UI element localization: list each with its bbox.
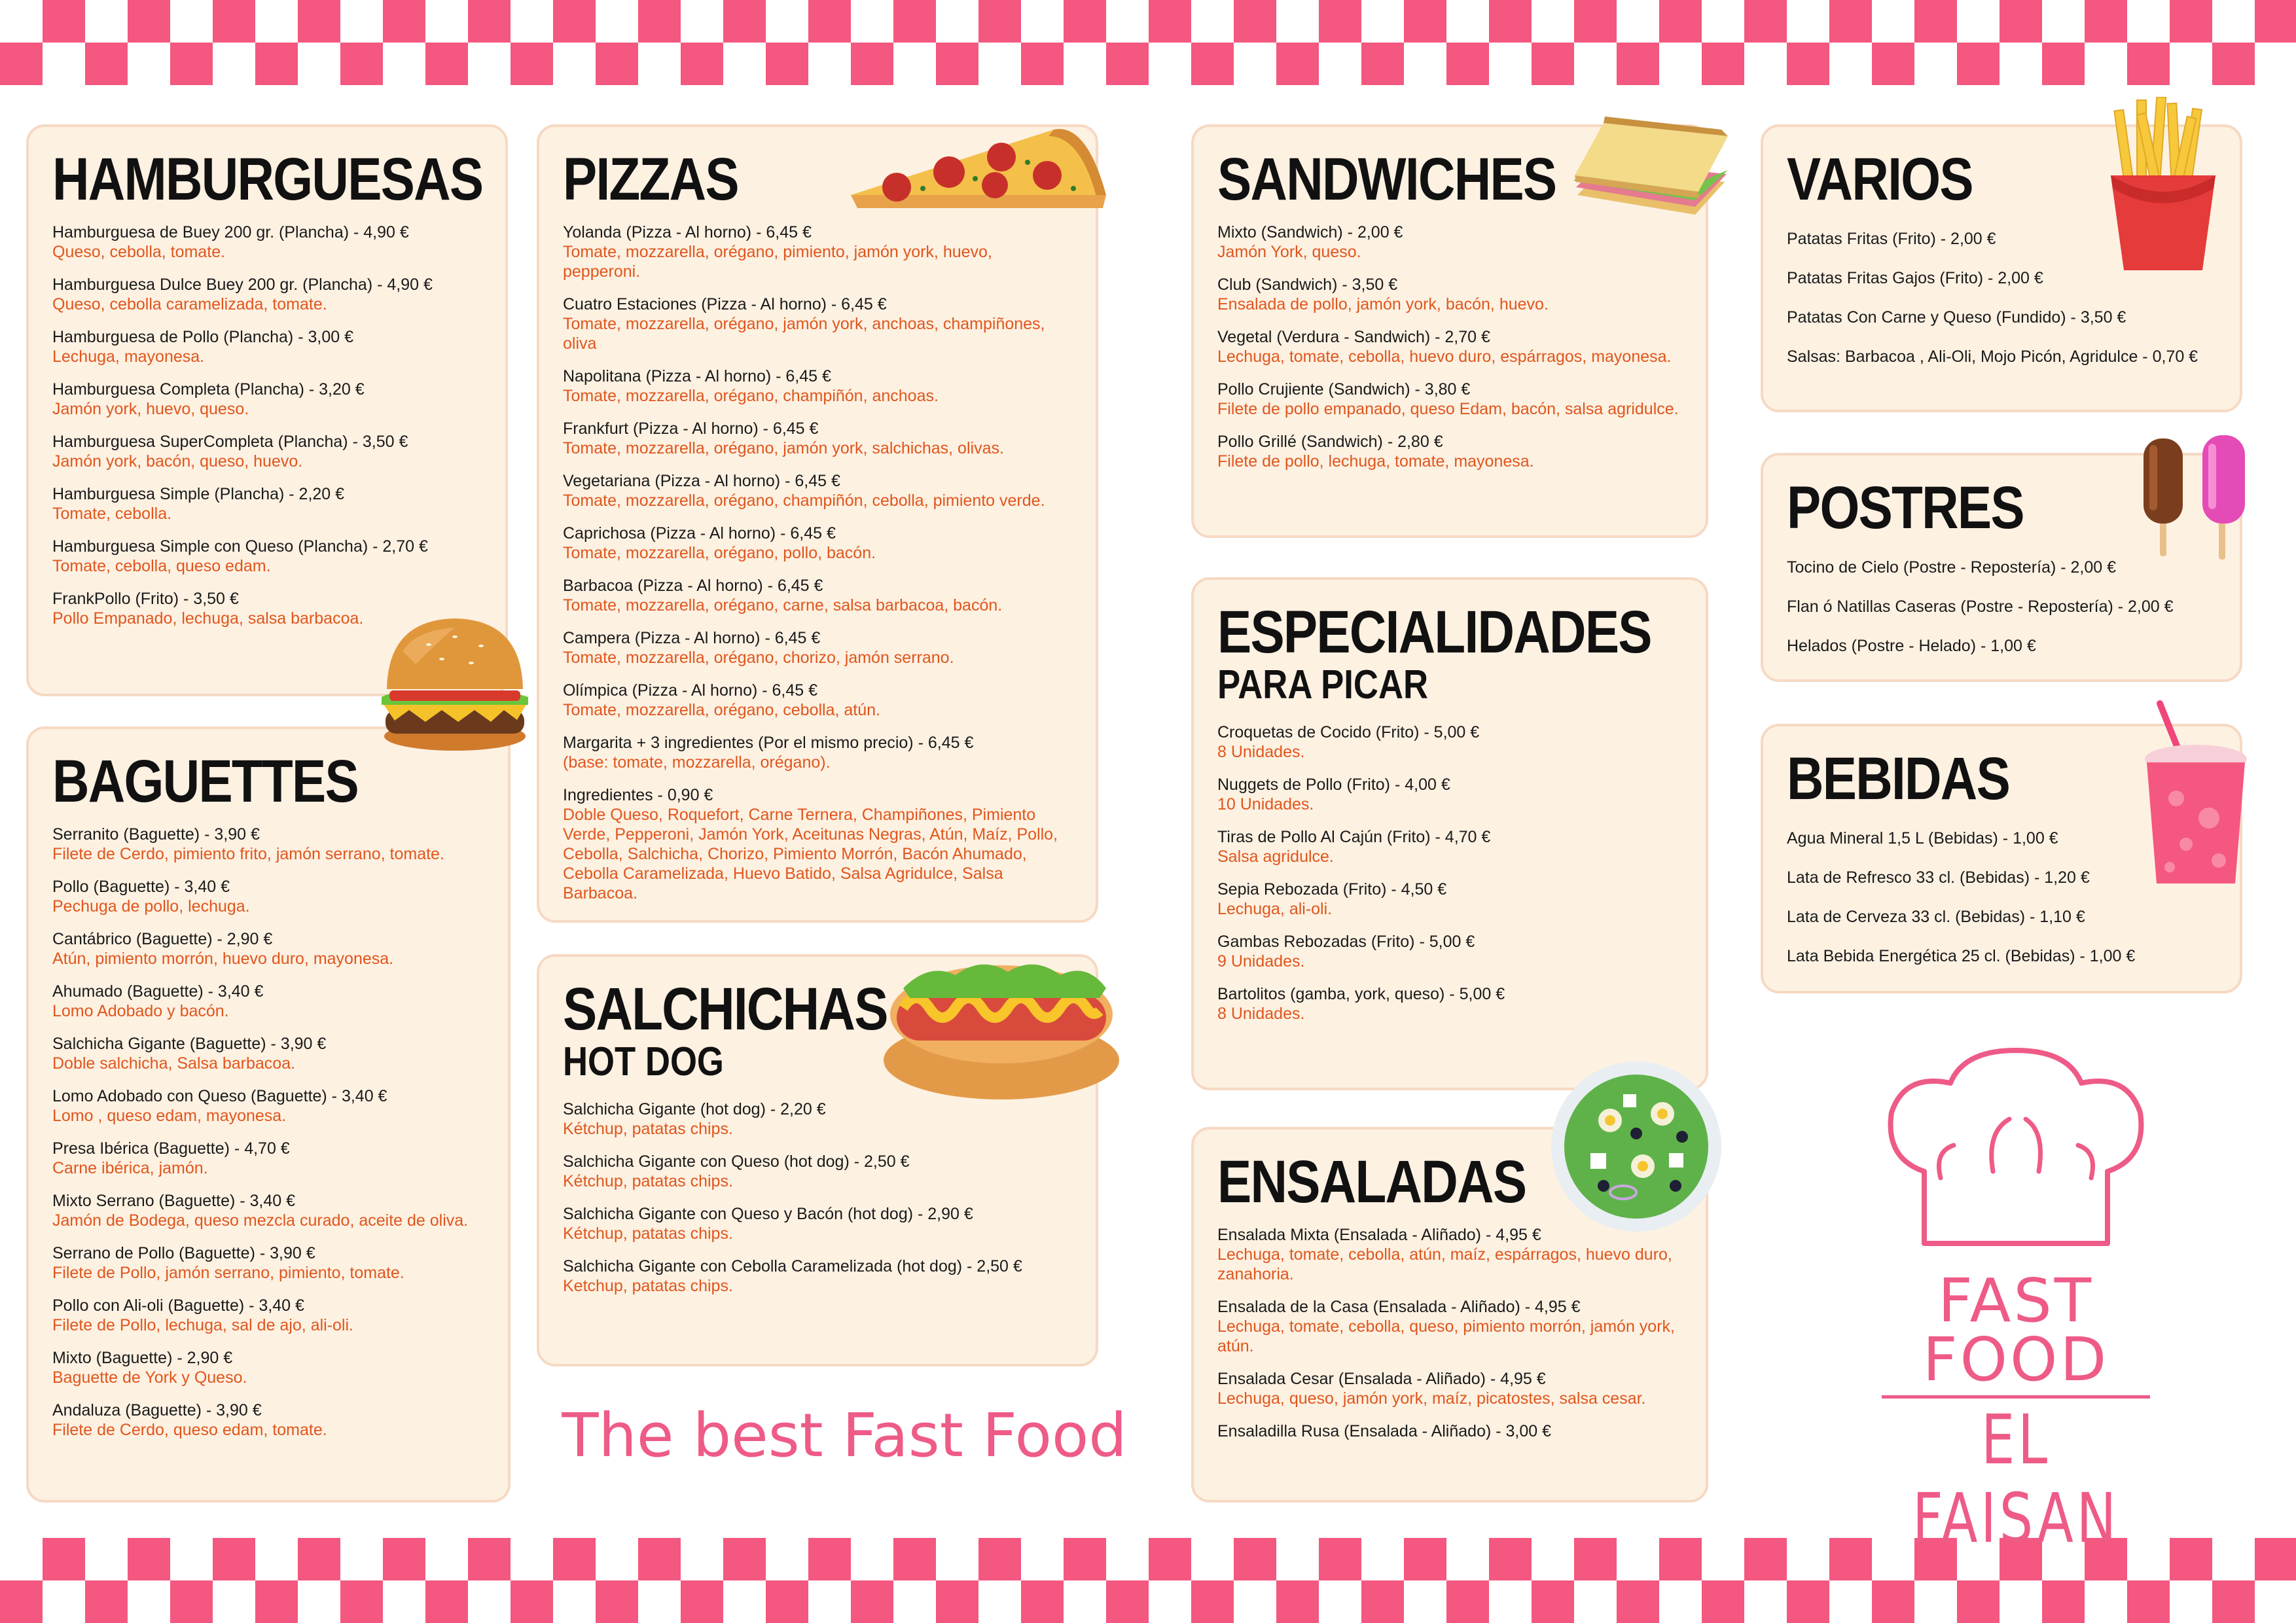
- menu-item: [1217, 1369, 1682, 1408]
- menu-item-name: Salchicha Gigante con Queso y Bacón (hot dog) - 2,90 €: [563, 1205, 973, 1223]
- menu-item-name: Tocino de Cielo (Postre - Repostería) - 2,00 €: [1787, 558, 2117, 577]
- menu-item-description: Carne ibérica, jamón.: [52, 1159, 208, 1177]
- menu-item: [52, 1400, 484, 1440]
- ensaladas-list: [1217, 1225, 1682, 1441]
- baguettes-panel: [26, 726, 511, 1503]
- hotdog-icon: [877, 936, 1126, 1113]
- chef-hat-icon: [1878, 1047, 2153, 1270]
- menu-item-name: Patatas Fritas Gajos (Frito) - 2,00 €: [1787, 269, 2043, 287]
- menu-item-description: Baguette de York y Queso.: [52, 1368, 247, 1387]
- menu-item-description: Ensalada de pollo, jamón york, bacón, huevo.: [1217, 295, 1549, 313]
- menu-item: [1217, 722, 1682, 762]
- checkered-border-top: [0, 0, 2296, 85]
- menu-item-name: Nuggets de Pollo (Frito) - 4,00 €: [1217, 776, 1450, 794]
- menu-item-description: Atún, pimiento morrón, huevo duro, mayonesa.: [52, 950, 394, 968]
- menu-item-description: Lechuga, queso, jamón york, maíz, picatostes, salsa cesar.: [1217, 1389, 1646, 1408]
- menu-item-name: Margarita + 3 ingredientes (Por el mismo precio) - 6,45 €: [563, 734, 974, 752]
- menu-item-description: Ketchup, patatas chips.: [563, 1277, 733, 1295]
- menu-item-description: Lomo Adobado y bacón.: [52, 1002, 229, 1020]
- menu-item-description: Lechuga, tomate, cebolla, huevo duro, espárragos, mayonesa.: [1217, 348, 1672, 366]
- menu-item-name: Ahumado (Baguette) - 3,40 €: [52, 982, 264, 1001]
- logo-line-food: FOOD: [1922, 1325, 2109, 1395]
- menu-item: [1217, 827, 1682, 866]
- menu-item: [563, 576, 1072, 615]
- menu-item: [563, 1204, 1072, 1243]
- menu-item-name: Mixto (Sandwich) - 2,00 €: [1217, 223, 1403, 241]
- menu-item-name: Hamburguesa Completa (Plancha) - 3,20 €: [52, 380, 365, 399]
- menu-item-description: Lechuga, tomate, cebolla, atún, maíz, espárragos, huevo duro, zanahoria.: [1217, 1245, 1672, 1283]
- menu-item-description: Lechuga, tomate, cebolla, queso, pimiento morrón, jamón york, atún.: [1217, 1317, 1675, 1355]
- menu-item: [1217, 880, 1682, 919]
- menu-item: [52, 877, 484, 916]
- menu-item-name: Salchicha Gigante con Queso (hot dog) - 2,50 €: [563, 1152, 910, 1171]
- menu-item: [1787, 946, 2216, 966]
- menu-item-name: Olímpica (Pizza - Al horno) - 6,45 €: [563, 681, 818, 700]
- menu-item-name: Pollo con Ali-oli (Baguette) - 3,40 €: [52, 1296, 304, 1315]
- menu-item-description: Kétchup, patatas chips.: [563, 1172, 733, 1190]
- menu-item: [1217, 984, 1682, 1024]
- menu-item-name: Lata de Refresco 33 cl. (Bebidas) - 1,20 €: [1787, 868, 2090, 887]
- menu-item-description: Queso, cebolla caramelizada, tomate.: [52, 295, 327, 313]
- pizzas-list: [563, 223, 1072, 903]
- menu-item-name: Bartolitos (gamba, york, queso) - 5,00 €: [1217, 985, 1505, 1003]
- menu-item-name: Hamburguesa Dulce Buey 200 gr. (Plancha) - 4,90 €: [52, 276, 433, 294]
- soda-cup-icon: [2140, 700, 2251, 890]
- menu-item-name: Yolanda (Pizza - Al horno) - 6,45 €: [563, 223, 812, 241]
- menu-item-name: Hamburguesa de Buey 200 gr. (Plancha) - 4,90 €: [52, 223, 409, 241]
- menu-item-name: Salchicha Gigante (hot dog) - 2,20 €: [563, 1100, 826, 1118]
- menu-item-description: (base: tomate, mozzarella, orégano).: [563, 753, 831, 772]
- menu-item: [52, 1296, 484, 1335]
- menu-item-name: Ensalada Cesar (Ensalada - Aliñado) - 4,95 €: [1217, 1370, 1546, 1388]
- menu-item-name: Serranito (Baguette) - 3,90 €: [52, 825, 260, 844]
- menu-item-description: Tomate, mozzarella, orégano, jamón york, salchichas, olivas.: [563, 439, 1004, 457]
- menu-item-name: Tiras de Pollo Al Cajún (Frito) - 4,70 €: [1217, 828, 1491, 846]
- menu-item: [563, 1152, 1072, 1191]
- menu-item: [52, 1034, 484, 1073]
- menu-item-name: Salchicha Gigante (Baguette) - 3,90 €: [52, 1035, 327, 1053]
- bebidas-title: BEBIDAS: [1787, 745, 2010, 812]
- menu-item-description: Tomate, mozzarella, orégano, chorizo, jamón serrano.: [563, 649, 954, 667]
- especialidades-panel: [1191, 577, 1708, 1090]
- hamburger-icon: [376, 612, 533, 756]
- menu-item: [52, 929, 484, 969]
- menu-item-name: Vegetariana (Pizza - Al horno) - 6,45 €: [563, 472, 840, 490]
- logo-brand-name: EL FAISAN: [1912, 1400, 2119, 1558]
- hamburguesas-panel: [26, 124, 508, 696]
- menu-item: [52, 1191, 484, 1230]
- menu-item-name: Mixto Serrano (Baguette) - 3,40 €: [52, 1192, 296, 1210]
- menu-item-name: Patatas Con Carne y Queso (Fundido) - 3,50 €: [1787, 308, 2126, 327]
- pizzas-panel: [537, 124, 1098, 923]
- menu-item: [52, 432, 482, 471]
- menu-item-name: Ingredientes - 0,90 €: [563, 786, 713, 804]
- baguettes-list: [52, 825, 484, 1440]
- menu-item: [1217, 932, 1682, 971]
- menu-item-description: 9 Unidades.: [1217, 952, 1305, 971]
- menu-item-description: 10 Unidades.: [1217, 795, 1314, 813]
- menu-item: [1217, 275, 1682, 314]
- menu-item-name: Caprichosa (Pizza - Al horno) - 6,45 €: [563, 524, 836, 543]
- menu-item-description: Filete de pollo, lechuga, tomate, mayonesa.: [1217, 452, 1534, 471]
- menu-item: [52, 1086, 484, 1126]
- logo-divider: [1882, 1395, 2150, 1399]
- ensaladas-title: ENSALADAS: [1217, 1149, 1526, 1215]
- menu-item-description: Tomate, mozzarella, orégano, pimiento, jamón york, huevo, pepperoni.: [563, 243, 992, 281]
- menu-item: [1217, 380, 1682, 419]
- especialidades-subtitle: PARA PICAR: [1217, 662, 1429, 707]
- menu-item-name: Ensaladilla Rusa (Ensalada - Aliñado) - 3,00 €: [1217, 1422, 1552, 1440]
- menu-item-name: Presa Ibérica (Baguette) - 4,70 €: [52, 1139, 290, 1158]
- menu-item-name: Serrano de Pollo (Baguette) - 3,90 €: [52, 1244, 315, 1262]
- menu-item-name: Cuatro Estaciones (Pizza - Al horno) - 6,45 €: [563, 295, 887, 313]
- menu-item: [563, 366, 1072, 406]
- menu-item: [1217, 1421, 1682, 1441]
- menu-item-description: Pechuga de pollo, lechuga.: [52, 897, 250, 916]
- menu-item-name: Flan ó Natillas Caseras (Postre - Repostería) - 2,00 €: [1787, 597, 2174, 616]
- menu-item-description: Kétchup, patatas chips.: [563, 1120, 733, 1138]
- menu-item-name: Lata de Cerveza 33 cl. (Bebidas) - 1,10 €: [1787, 908, 2085, 926]
- menu-item: [52, 1348, 484, 1387]
- menu-item-description: Tomate, mozzarella, orégano, cebolla, atún.: [563, 701, 880, 719]
- menu-item: [563, 294, 1072, 353]
- menu-item: [1217, 327, 1682, 366]
- salchichas-list: [563, 1099, 1072, 1296]
- menu-item-description: Salsa agridulce.: [1217, 847, 1334, 866]
- menu-item-name: Andaluza (Baguette) - 3,90 €: [52, 1401, 262, 1419]
- menu-item: [563, 785, 1072, 903]
- menu-item-description: Jamón york, huevo, queso.: [52, 400, 249, 418]
- menu-item: [1787, 907, 2216, 927]
- especialidades-title: ESPECIALIDADES: [1217, 599, 1651, 666]
- menu-item: [52, 982, 484, 1021]
- menu-item-description: Filete de Cerdo, pimiento frito, jamón serrano, tomate.: [52, 845, 444, 863]
- menu-item-description: Doble Queso, Roquefort, Carne Ternera, Champiñones, Pimiento Verde, Pepperoni, Jamón York, Aceitunas Negras, Atún, Maíz, Pollo, Cebolla, Salchicha, Chorizo, Pimiento Morrón, Bacón Ahumado, Cebolla Caramelizada, Huevo Batido, Salsa Agridulce, Salsa Barbacoa.: [563, 806, 1058, 902]
- salad-icon: [1545, 1055, 1728, 1238]
- menu-item-name: Napolitana (Pizza - Al horno) - 6,45 €: [563, 367, 831, 385]
- menu-item-name: Pollo Grillé (Sandwich) - 2,80 €: [1217, 433, 1443, 451]
- menu-item-description: Tomate, mozzarella, orégano, champiñón, anchoas.: [563, 387, 939, 405]
- menu-item: [52, 1243, 484, 1283]
- sandwich-icon: [1564, 110, 1734, 234]
- menu-item: [563, 524, 1072, 563]
- menu-item: [1787, 347, 2216, 366]
- menu-item-description: Tomate, mozzarella, orégano, champiñón, cebolla, pimiento verde.: [563, 491, 1045, 510]
- menu-item: [52, 484, 482, 524]
- menu-item-name: Pollo (Baguette) - 3,40 €: [52, 878, 230, 896]
- menu-item-description: Tomate, mozzarella, orégano, pollo, bacón.: [563, 544, 876, 562]
- menu-item-description: Filete de Cerdo, queso edam, tomate.: [52, 1421, 327, 1439]
- menu-item-description: Jamón york, bacón, queso, huevo.: [52, 452, 303, 471]
- menu-item: [52, 275, 482, 314]
- fries-icon: [2101, 97, 2225, 274]
- menu-item: [563, 628, 1072, 668]
- menu-item: [1787, 308, 2216, 327]
- menu-item-description: Jamón York, queso.: [1217, 243, 1361, 261]
- baguettes-title: BAGUETTES: [52, 748, 358, 815]
- salchichas-subtitle: HOT DOG: [563, 1039, 724, 1084]
- menu-item-name: Club (Sandwich) - 3,50 €: [1217, 276, 1398, 294]
- menu-item-name: Lomo Adobado con Queso (Baguette) - 3,40 €: [52, 1087, 387, 1105]
- hamburguesas-list: [52, 223, 482, 628]
- sandwiches-title: SANDWICHES: [1217, 146, 1556, 213]
- menu-item: [1217, 775, 1682, 814]
- postres-list: [1787, 558, 2216, 656]
- menu-item-description: Doble salchicha, Salsa barbacoa.: [52, 1054, 296, 1073]
- menu-item-description: Lomo , queso edam, mayonesa.: [52, 1107, 287, 1125]
- varios-title: VARIOS: [1787, 146, 1973, 213]
- menu-item-name: Agua Mineral 1,5 L (Bebidas) - 1,00 €: [1787, 829, 2058, 847]
- menu-item: [563, 471, 1072, 510]
- menu-item-name: Sepia Rebozada (Frito) - 4,50 €: [1217, 880, 1447, 899]
- salchichas-title: SALCHICHAS: [563, 976, 888, 1043]
- menu-item-name: Ensalada Mixta (Ensalada - Aliñado) - 4,95 €: [1217, 1226, 1541, 1244]
- menu-item-description: Tomate, mozzarella, orégano, jamón york, anchoas, champiñones, oliva: [563, 315, 1045, 353]
- menu-item-description: Filete de Pollo, jamón serrano, pimiento, tomate.: [52, 1264, 404, 1282]
- menu-item-description: 8 Unidades.: [1217, 743, 1305, 761]
- menu-item-name: Gambas Rebozadas (Frito) - 5,00 €: [1217, 933, 1475, 951]
- popsicle-icon: [2140, 432, 2251, 569]
- menu-item: [1787, 597, 2216, 616]
- menu-item-name: Barbacoa (Pizza - Al horno) - 6,45 €: [563, 577, 823, 595]
- menu-item-description: Tomate, cebolla, queso edam.: [52, 557, 271, 575]
- menu-item: [563, 733, 1072, 772]
- menu-item-description: Jamón de Bodega, queso mezcla curado, aceite de oliva.: [52, 1211, 469, 1230]
- menu-item: [52, 825, 484, 864]
- menu-item-name: Vegetal (Verdura - Sandwich) - 2,70 €: [1217, 328, 1490, 346]
- menu-item: [52, 223, 482, 262]
- menu-item: [52, 1139, 484, 1178]
- menu-item: [563, 1257, 1072, 1296]
- menu-item-name: Cantábrico (Baguette) - 2,90 €: [52, 930, 273, 948]
- menu-item-description: Tomate, mozzarella, orégano, carne, salsa barbacoa, bacón.: [563, 596, 1003, 615]
- menu-item-name: Salchicha Gigante con Cebolla Caramelizada (hot dog) - 2,50 €: [563, 1257, 1022, 1275]
- menu-item-description: Filete de pollo empanado, queso Edam, bacón, salsa agridulce.: [1217, 400, 1679, 418]
- pizza-icon: [838, 110, 1119, 221]
- menu-item: [52, 537, 482, 576]
- menu-item-name: Hamburguesa Simple (Plancha) - 2,20 €: [52, 485, 345, 503]
- menu-item-name: Pollo Crujiente (Sandwich) - 3,80 €: [1217, 380, 1471, 399]
- menu-item-name: Lata Bebida Energética 25 cl. (Bebidas) - 1,00 €: [1787, 947, 2136, 965]
- tagline: The best Fast Food: [562, 1400, 1127, 1471]
- menu-item-name: Hamburguesa de Pollo (Plancha) - 3,00 €: [52, 328, 353, 346]
- menu-item: [1787, 636, 2216, 656]
- menu-item: [52, 327, 482, 366]
- menu-item-name: Mixto (Baguette) - 2,90 €: [52, 1349, 233, 1367]
- menu-item-name: Hamburguesa SuperCompleta (Plancha) - 3,50 €: [52, 433, 408, 451]
- menu-item-description: 8 Unidades.: [1217, 1005, 1305, 1023]
- menu-item-description: Pollo Empanado, lechuga, salsa barbacoa.: [52, 609, 364, 628]
- menu-item-name: Croquetas de Cocido (Frito) - 5,00 €: [1217, 723, 1480, 741]
- postres-title: POSTRES: [1787, 474, 2024, 541]
- menu-item: [1217, 1297, 1682, 1356]
- menu-item-name: FrankPollo (Frito) - 3,50 €: [52, 590, 239, 608]
- menu-item-name: Salsas: Barbacoa , Ali-Oli, Mojo Picón, Agridulce - 0,70 €: [1787, 348, 2198, 366]
- menu-item-name: Ensalada de la Casa (Ensalada - Aliñado) - 4,95 €: [1217, 1298, 1581, 1316]
- menu-item-description: Tomate, cebolla.: [52, 505, 172, 523]
- pizzas-title: PIZZAS: [563, 146, 738, 213]
- menu-item-name: Patatas Fritas (Frito) - 2,00 €: [1787, 230, 1996, 248]
- menu-item: [52, 380, 482, 419]
- menu-item: [1217, 432, 1682, 471]
- menu-item-name: Helados (Postre - Helado) - 1,00 €: [1787, 637, 2036, 655]
- menu-item-description: Filete de Pollo, lechuga, sal de ajo, ali-oli.: [52, 1316, 353, 1334]
- menu-item-name: Campera (Pizza - Al horno) - 6,45 €: [563, 629, 821, 647]
- menu-item: [563, 419, 1072, 458]
- menu-item-description: Lechuga, mayonesa.: [52, 348, 205, 366]
- logo-line-fast: FAST: [1937, 1266, 2094, 1336]
- sandwiches-list: [1217, 223, 1682, 471]
- menu-item-name: Frankfurt (Pizza - Al horno) - 6,45 €: [563, 419, 819, 438]
- menu-item-description: Lechuga, ali-oli.: [1217, 900, 1333, 918]
- menu-item-description: Queso, cebolla, tomate.: [52, 243, 226, 261]
- hamburguesas-title: HAMBURGUESAS: [52, 146, 483, 213]
- menu-item-name: Hamburguesa Simple con Queso (Plancha) - 2,70 €: [52, 537, 428, 556]
- menu-item: [563, 223, 1072, 281]
- especialidades-list: [1217, 722, 1682, 1024]
- menu-item: [563, 681, 1072, 720]
- brand-logo: [1833, 1047, 2199, 1558]
- menu-item-description: Kétchup, patatas chips.: [563, 1224, 733, 1243]
